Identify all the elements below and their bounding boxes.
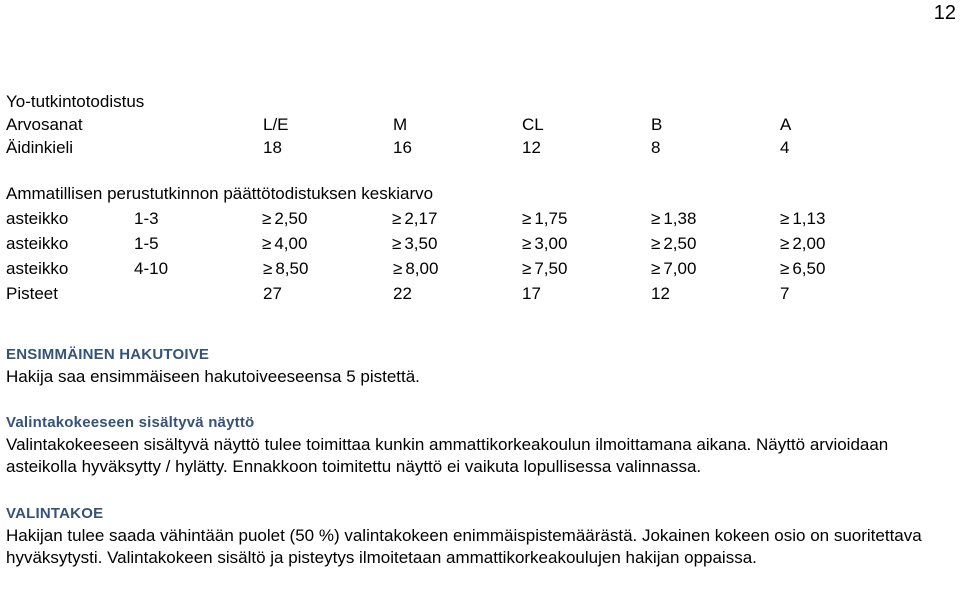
table-cell: ≥ 8,00 (393, 256, 438, 281)
page-number: 12 (933, 2, 956, 24)
row-label: Pisteet (6, 284, 58, 303)
scale-range: 1-5 (134, 234, 159, 253)
exam-header-row (6, 113, 946, 136)
scale-range: 4-10 (134, 259, 169, 278)
table-cell: ≥ 6,50 (780, 256, 825, 281)
section-text: Hakija saa ensimmäiseen hakutoiveeseensa 5 pistettä. (6, 367, 420, 386)
table-cell: ≥ 7,50 (522, 256, 567, 281)
section-text: Hakijan tulee saada vähintään puolet (50 %) valintakokeen enimmäispistemäärästä. Jokainen kokeen osio on suoritettava hyväksytysti. Valintakokeen sisältö ja pisteytys ilmoitetaan ammattikorkeakoulujen hakijan oppaissa. (6, 526, 922, 567)
table-cell: 18 (263, 138, 282, 157)
demonstration-section (6, 412, 954, 478)
table-cell: 16 (393, 138, 412, 157)
row-label: asteikko (6, 209, 69, 228)
table-cell: 12 (522, 138, 541, 157)
vocational-title: Ammatillisen perustutkinnon päättötodistuksen keskiarvo (6, 184, 434, 203)
table-cell: ≥ 7,00 (651, 256, 696, 281)
entrance-exam-section (6, 503, 954, 569)
table-cell: ≥ 4,00 (262, 231, 307, 256)
exam-data-row (6, 136, 946, 159)
table-cell: 22 (393, 284, 412, 303)
section-heading: ENSIMMÄINEN HAKUTOIVE (6, 346, 210, 363)
table-cell: 4 (780, 138, 790, 157)
table-cell: ≥ 2,50 (262, 206, 307, 231)
exam-title: Yo-tutkintotodistus (6, 92, 145, 111)
header-cell: Arvosanat (6, 115, 83, 134)
table-cell: ≥ 2,00 (780, 231, 825, 256)
vocational-title-row (6, 181, 946, 206)
scale-row (6, 231, 946, 256)
table-cell: ≥ 1,75 (522, 206, 567, 231)
table-cell: ≥ 3,00 (522, 231, 567, 256)
scale-row (6, 206, 946, 231)
table-cell: 17 (522, 284, 541, 303)
exam-table (6, 90, 946, 159)
points-row (6, 281, 946, 306)
section-text: Valintakokeeseen sisältyvä näyttö tulee toimittaa kunkin ammattikorkeakoulun ilmoittamana aikana. Näyttö arvioidaan asteikolla hyväksytty / hylätty. Ennakkoon toimitettu näyttö ei vaikuta lopullisessa valinnassa. (6, 435, 889, 476)
scale-row (6, 256, 946, 281)
table-cell: 12 (651, 284, 670, 303)
scale-range: 1-3 (134, 209, 159, 228)
table-cell: 27 (263, 284, 282, 303)
table-cell: ≥ 3,50 (392, 231, 437, 256)
table-cell: ≥ 2,17 (392, 206, 437, 231)
table-cell: ≥ 1,13 (780, 206, 825, 231)
table-cell: ≥ 1,38 (651, 206, 696, 231)
table-cell: ≥ 2,50 (651, 231, 696, 256)
table-cell: 7 (780, 284, 790, 303)
header-cell: CL (522, 115, 544, 134)
first-choice-section (6, 344, 954, 388)
row-label: asteikko (6, 259, 69, 278)
table-cell: 8 (651, 138, 661, 157)
header-cell: A (780, 115, 792, 134)
row-label: Äidinkieli (6, 138, 74, 157)
section-heading: VALINTAKOE (6, 505, 104, 522)
header-cell: B (651, 115, 663, 134)
exam-title-row (6, 90, 946, 113)
vocational-table (6, 181, 946, 306)
header-cell: L/E (263, 115, 289, 134)
row-label: asteikko (6, 234, 69, 253)
header-cell: M (393, 115, 408, 134)
table-cell: ≥ 8,50 (263, 256, 308, 281)
section-heading: Valintakokeeseen sisältyvä näyttö (6, 414, 255, 431)
